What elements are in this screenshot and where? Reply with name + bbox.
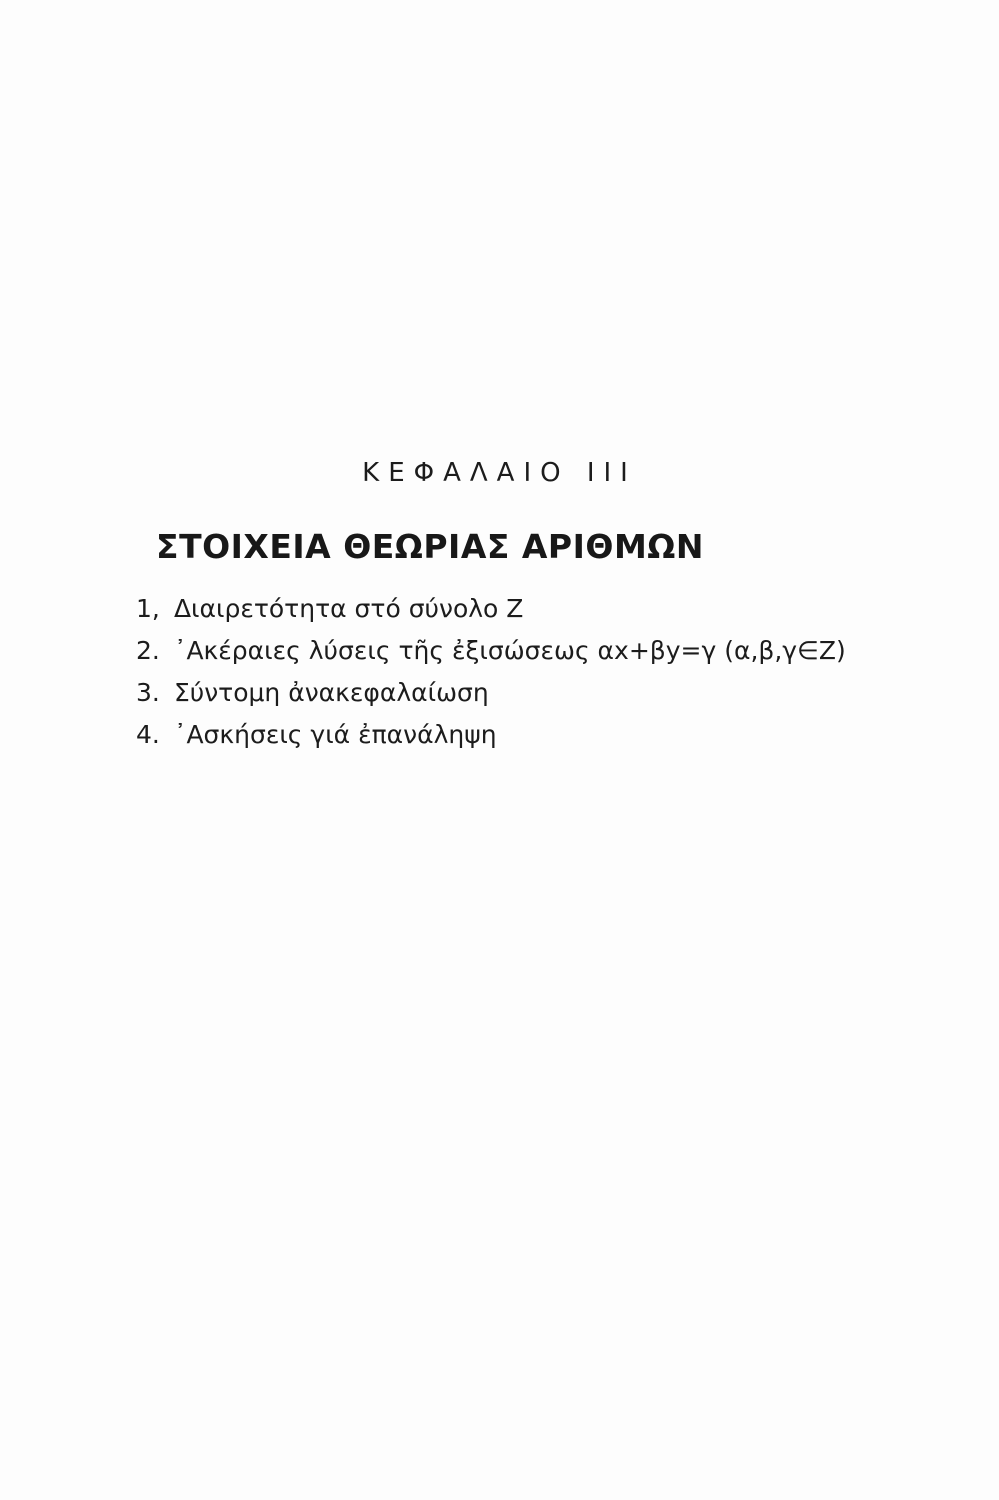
contents-item: [136, 588, 846, 630]
contents-item-number: 2.: [136, 636, 160, 665]
contents-item: [136, 630, 846, 672]
contents-item-number: 4.: [136, 720, 160, 749]
contents-item-number: 3.: [136, 678, 160, 707]
chapter-contents-list: [136, 588, 846, 756]
contents-item-number: 1,: [136, 594, 160, 623]
chapter-title: ΣΤΟΙΧΕΙΑ ΘΕΩΡΙΑΣ ΑΡΙΘΜΩΝ: [156, 527, 704, 566]
chapter-label: ΚΕΦΑΛΑΙΟ III: [362, 458, 637, 488]
contents-item-text: Διαιρετότητα στό σύνολο Ζ: [173, 594, 524, 623]
contents-item-text: Σύντομη ἀνακεφαλαίωση: [173, 678, 489, 707]
contents-item: [136, 714, 846, 756]
contents-item-text: ᾿Ακέραιες λύσεις τῆς ἐξισώσεως αx+βy=γ (α,β,γ∈Ζ): [173, 636, 846, 665]
contents-item: [136, 672, 846, 714]
contents-item-text: ᾿Ασκήσεις γιά ἐπανάληψη: [173, 720, 497, 749]
